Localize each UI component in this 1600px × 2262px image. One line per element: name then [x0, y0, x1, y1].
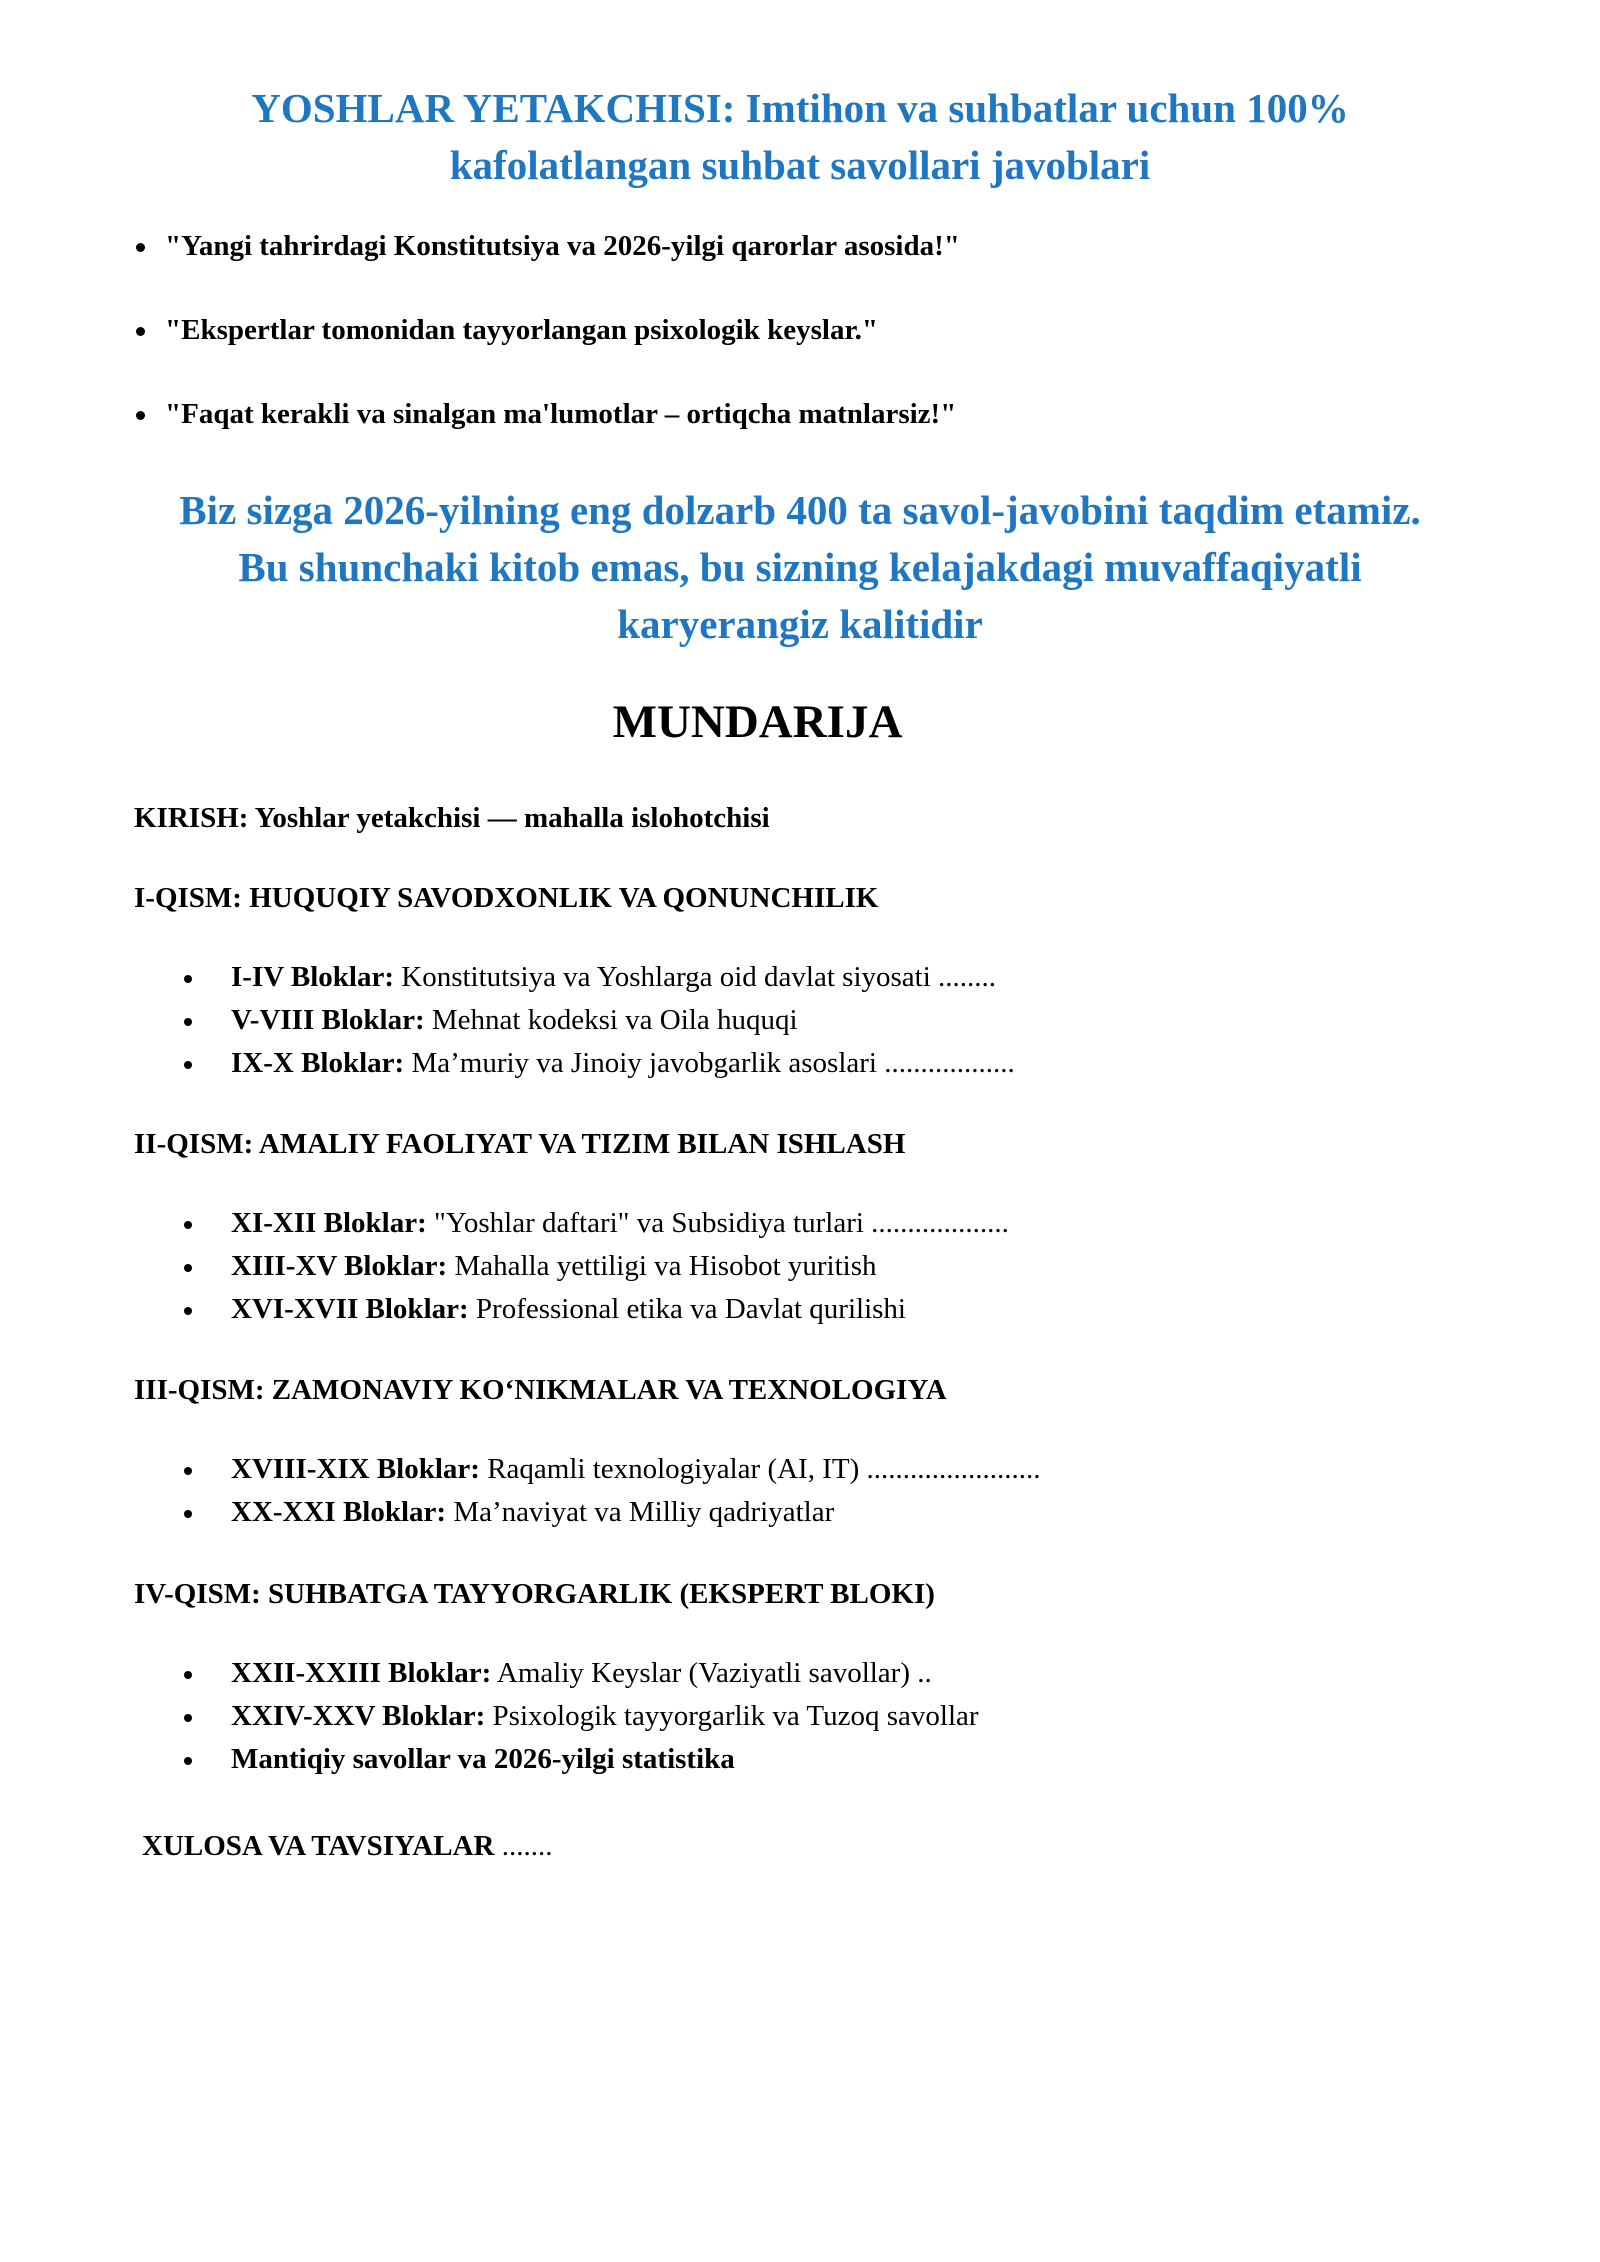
- toc-item-label: XXII-XXIII Bloklar:: [231, 1657, 492, 1689]
- toc-item: [181, 956, 1015, 999]
- intro-point: "Yangi tahrirdagi Konstitutsiya va 2026-yilgi qarorlar asosida!": [133, 226, 960, 266]
- contents-heading: MUNDARIJA: [612, 696, 903, 748]
- toc-item-dots: ..................: [876, 1047, 1015, 1079]
- toc-item-text: Ma’muriy va Jinoiy javobgarlik asoslari: [404, 1047, 877, 1079]
- toc-item-text: Konstitutsiya va Yoshlarga oid davlat siyosati: [394, 961, 931, 993]
- part-title: III-QISM: ZAMONAVIY KO‘NIKMALAR VA TEXNOLOGIYA: [134, 1374, 947, 1406]
- promo-line: karyerangiz kalitidir: [617, 601, 983, 647]
- promo-line: Biz sizga 2026-yilning eng dolzarb 400 ta savol-javobini taqdim etamiz.: [179, 487, 1421, 533]
- document-title-line: YOSHLAR YETAKCHISI: Imtihon va suhbatlar uchun 100%: [251, 85, 1349, 131]
- toc-item-label: V-VIII Bloklar:: [231, 1004, 425, 1036]
- toc-item-label: XXIV-XXV Bloklar:: [231, 1700, 486, 1732]
- toc-item: [181, 1738, 979, 1781]
- toc-item: [181, 999, 1015, 1042]
- toc-item: [181, 1448, 1040, 1491]
- promo-line: Bu shunchaki kitob emas, bu sizning kelajakdagi muvaffaqiyatli: [238, 544, 1362, 590]
- part-title: II-QISM: AMALIY FAOLIYAT VA TIZIM BILAN ISHLASH: [134, 1128, 906, 1160]
- document-title-line: kafolatlangan suhbat savollari javoblari: [449, 142, 1151, 188]
- intro-point: "Ekspertlar tomonidan tayyorlangan psixologik keyslar.": [133, 310, 960, 350]
- conclusion-label: XULOSA VA TAVSIYALAR: [142, 1830, 495, 1862]
- toc-item-text: "Yoshlar daftari" va Subsidiya turlari: [426, 1207, 864, 1239]
- contents-conclusion: [142, 1826, 552, 1866]
- toc-item-text: Mehnat kodeksi va Oila huquqi: [424, 1004, 798, 1036]
- toc-item: [181, 1652, 979, 1695]
- contents-intro: KIRISH: Yoshlar yetakchisi — mahalla islohotchisi: [134, 802, 770, 834]
- toc-item: [181, 1695, 979, 1738]
- toc-item-dots: ...................: [863, 1207, 1009, 1239]
- toc-item: [181, 1042, 1015, 1085]
- toc-item-dots: ..: [910, 1657, 932, 1689]
- toc-item-label: Mantiqiy savollar va 2026-yilgi statistika: [231, 1743, 735, 1775]
- toc-item: [181, 1288, 1009, 1331]
- toc-item-dots: ........................: [859, 1453, 1041, 1485]
- promo-text: [100, 482, 1500, 653]
- toc-item-text: Mahalla yettiligi va Hisobot yuritish: [447, 1250, 877, 1282]
- toc-item-label: XVIII-XIX Bloklar:: [231, 1453, 480, 1485]
- toc-item-text: Psixologik tayyorgarlik va Tuzoq savollar: [485, 1700, 979, 1732]
- toc-item-text: Raqamli texnologiyalar (AI, IT): [479, 1453, 860, 1485]
- toc-item-dots: ........: [930, 961, 997, 993]
- part-title: I-QISM: HUQUQIY SAVODXONLIK VA QONUNCHILIK: [134, 882, 879, 914]
- part-items-list: [181, 956, 1015, 1085]
- toc-item-text: Ma’naviyat va Milliy qadriyatlar: [446, 1496, 835, 1528]
- toc-item-label: XX-XXI Bloklar:: [231, 1496, 447, 1528]
- intro-points-list: [133, 226, 960, 478]
- toc-item: [181, 1202, 1009, 1245]
- toc-item-label: XVI-XVII Bloklar:: [231, 1293, 469, 1325]
- intro-point: "Faqat kerakli va sinalgan ma'lumotlar – ortiqcha matnlarsiz!": [133, 394, 960, 434]
- toc-item-label: XIII-XV Bloklar:: [231, 1250, 448, 1282]
- part-items-list: [181, 1652, 979, 1781]
- toc-item-label: I-IV Bloklar:: [231, 961, 395, 993]
- toc-item-label: IX-X Bloklar:: [231, 1047, 405, 1079]
- toc-item-text: Professional etika va Davlat qurilishi: [468, 1293, 906, 1325]
- document-title: [150, 80, 1450, 194]
- conclusion-dots: .......: [494, 1830, 553, 1862]
- toc-item-label: XI-XII Bloklar:: [231, 1207, 427, 1239]
- toc-item: [181, 1245, 1009, 1288]
- toc-item-text: Amaliy Keyslar (Vaziyatli savollar): [491, 1657, 910, 1689]
- part-items-list: [181, 1448, 1040, 1534]
- part-items-list: [181, 1202, 1009, 1331]
- toc-item: [181, 1491, 1040, 1534]
- part-title: IV-QISM: SUHBATGA TAYYORGARLIK (EKSPERT BLOKI): [134, 1578, 935, 1610]
